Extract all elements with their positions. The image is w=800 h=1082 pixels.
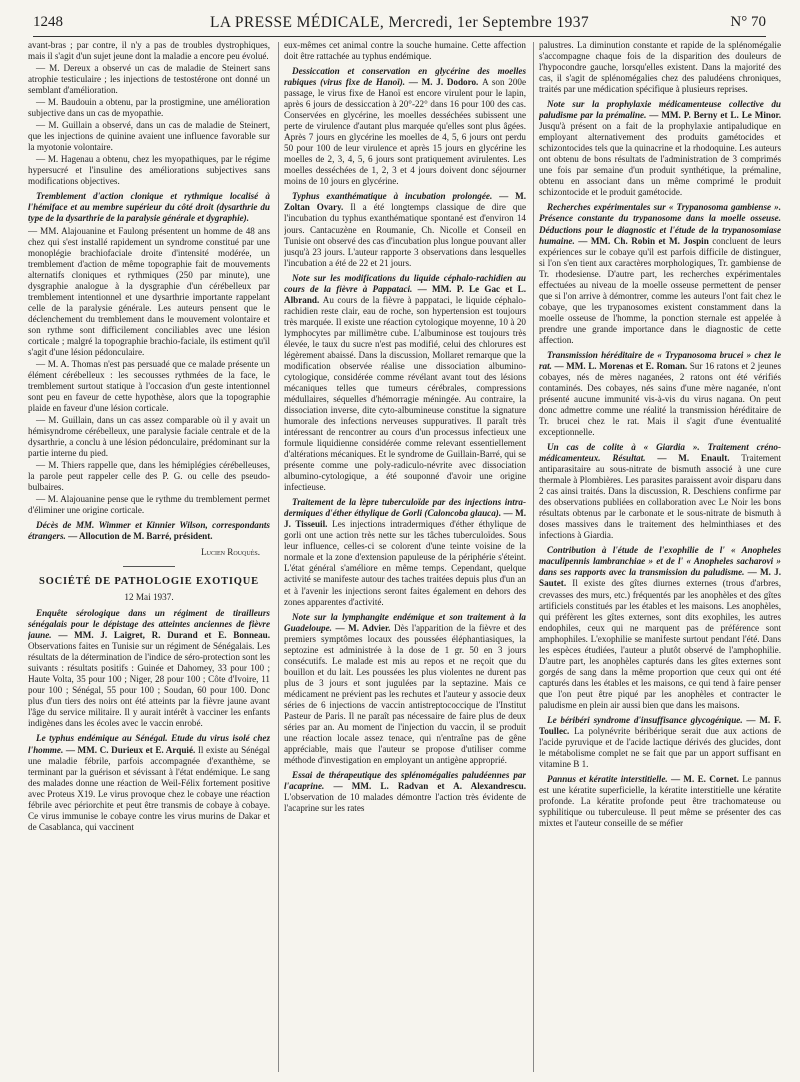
column-3 [539,40,781,1076]
article-title: Pannus et kératite interstitielle. — M. E. Cornet. Le pannus est une kératite superficielle, la kératite interstitielle une kératite profonde. La kératite profonde peut être trachomateuse ou syphilitique ou tuberculeuse. Il peut même se présenter des cas mixtes et l'auteur conseille de se méfier [539,774,781,829]
page-number: 1248 [33,14,63,30]
paragraph: — M. Baudouin a obtenu, par la prostigmine, une amélioration subjective dans un cas de myopathie. [28,97,270,119]
paragraph: — MM. Alajouanine et Faulong présentent un homme de 48 ans chez qui s'est installé rapidement un syndrome constitué par une monoplégie brachiofaciale droite d'intensité modérée, un tremblement d'action de même topographie fait de mouvements alternatifs cloniques et rythmiques (250 par minute), une dysgraphie analogue à la dysgraphie d'un cérébelleux par tremblement intentionnel et une dysarthrie importante rappelant celle de la paralysie générale. Les auteurs pensent que le déclenchement du tremblement dans le mouvement volontaire et son rythme sont difficilement conciliables avec une lésion corticale ; malgré la topographie brachio-faciale, ils estiment qu'il s'agit d'une lésion pédonculaire. [28,225,270,357]
column-1 [28,40,270,1076]
society-heading: SOCIÉTÉ DE PATHOLOGIE EXOTIQUE [39,576,259,588]
paragraph: — M. A. Thomas n'est pas persuadé que ce malade présente un élément cérébelleux : les secousses rythmées de la face, le tremblement surtout statique à l'occasion d'un geste intentionnel sont peu en faveur de cette hypothèse, alors que la topographie plaide en faveur d'une lésion corticale. [28,358,270,413]
session-date: 12 Mai 1937. [124,592,174,603]
article-title: Dessiccation et conservation en glycérine des moelles rabiques (virus fixe de Hanoï). — M. J. Dodoro. A son 200e passage, le virus fixe de Hanoï est encore virulent pour le lapin, après 6 jours de dessiccation à 20°-22° dans 16 pour 100 des cas. Conservées en glycérine, les moelles desséchées subissent une perte de virulence d'autant plus marquée qu'elles sont plus âgées. Après 7 jours en glycérine les moelles de 4, 5, 6 jours ont perdu 50 pour 100 de leur virulence et après 15 jours en glycérine les moelles de 2, 3, 4, 5, 6 jours sont pratiquement avirulentes. Les moelles desséchées de 1, 2, 3 et 4 jours doivent donc séjourner moins de 10 jours en glycérine. [284,66,526,187]
article-title: Note sur la prophylaxie médicamenteuse collective du paludisme par la prémaline. — MM. P. Berny et L. Le Minor. Jusqu'à présent on a fait de la prophylaxie antipaludique en employant alternativement des produits gamétocides et schizontocides tels que la quinacrine et la rhodoquine. Les auteurs ont obtenu de bons résultats de l'administration de 3 comprimés une fois par semaine d'un produit synthétique, la prémaline, obtenu en associant dans un même comprimé le produit schizontocide et le produit gamétocide. [539,99,781,198]
paragraph: — M. Alajouanine pense que le rythme du tremblement permet d'éliminer une origine corticale. [28,494,270,516]
journal-title: LA PRESSE MÉDICALE, Mercredi, 1er Septembre 1937 [209,14,590,31]
issue-number: N° 70 [730,14,766,30]
article-title: Note sur les modifications du liquide céphalo-rachidien au cours de la fièvre à Pappataci. — MM. P. Le Gac et L. Albrand. Au cours de la fièvre à pappataci, le liquide céphalo-rachidien reste clair, eau de roche, son hypertension est toujours très marquée. Il existe une réaction cytologique moyenne, 10 à 20 lymphocytes par millimètre cube. L'albuminose est toujours très élevée, le taux du sucre n'est pas modifié, celui des chlorures est légèrement abaissé. Dans la discussion, Mollaret remarque que la modification observée réalise une dissociation albumino-cytologique, considérée comme révélant avant tout des lésions mécaniques telles que tumeurs cérébrales, compressions médullaires, séquelles d'hémorragie méningée. Au contraire, la dissociation inverse, dite cyto-albumineuse constitue la signature humorale des infections nerveuses suppuratives. Il paraît très intéressant de rencontrer au cours d'un processus infectieux une formule liquidienne considérée comme relevant essentiellement d'altérations mécaniques. Et le syndrome de Guillain-Barré, qui se présente comme une poly-radiculo-névrite avec dissociation albumino-cytologique, a été souponné d'avoir une origine infectieuse. [284,272,526,493]
column-2 [284,40,526,1076]
paragraph: eux-mêmes cet animal contre la souche humaine. Cette affection doit être rattachée au typhus endémique. [284,40,526,62]
article-title: Transmission héréditaire de « Trypanosoma brucei » chez le rat. — MM. L. Morenas et E. Roman. Sur 16 ratons et 2 jeunes cobayes, nés de mères naganées, 2 ratons ont été vérifiés contaminés. Des cobayes, nés sains d'une mère naganée, n'ont présenté aucune immunité vis-à-vis du virus nagana. On peut donc admettre comme une réalité la transmission héréditaire de Tr. brucei chez le rat. Mais il s'agit d'une éventualité exceptionnelle. [539,349,781,438]
article-title: Le béribéri syndrome d'insuffisance glycogénique. — M. F. Toullec. La polynévrite béribérique serait due aux actions de l'acide pyruvique et de l'acide lactique dérivés des glucides, dont le métabolisme complet ne se fait que par un apport suffisant en vitamine B 1. [539,714,781,769]
article-title: Tremblement d'action clonique et rythmique localisé à l'hémiface et au membre supérieur du côté droit (dysarthrie du type de la dysarthrie de la paralysie générale et dygraphie). [28,191,270,224]
paragraph: — M. Hagenau a obtenu, chez les myopathiques, par le régime hypersucré et l'insuline des améliorations subjectives sans modifications objectives. [28,154,270,187]
article-title: Recherches expérimentales sur « Trypanosoma gambiense ». Présence constante du trypanosome dans la moelle osseuse. Déductions pour le diagnostic et l'étude de la trypanosomiase humaine. — MM. Ch. Robin et M. Jospin concluent de leurs expériences sur le cobaye qu'il est parfois difficile de distinguer, si l'on s'en tient aux caractères morphologiques, Tr. gambiense de Tr. rhodesiense. D'autre part, les recherches expérimentales effectuées au niveau de la moelle osseuse permettent de penser que si l'on arrive à démontrer, comme les auteurs l'ont fait chez le cobaye, que les trypanosomes existent constamment dans la moelle osseuse de l'homme, la ponction sternale est appelée à prendre une grande importance dans le diagnostic de cette affection. [539,202,781,345]
paragraph: — M. Dereux a observé un cas de maladie de Steinert sans atrophie testiculaire ; les injections de testostérone ont donné un semblant d'amélioration. [28,63,270,96]
article-title: Contribution à l'étude de l'exophilie de l' « Anopheles maculipennis lambranchiae » et de l' « Anopheles sacharovi » dans ses rapports avec la transmission du paludisme. — M. J. Sautet. Il existe des gîtes diurnes externes (trous d'arbres, crevasses des murs, etc.) fréquentés par les anophèles et des gîtes artificiels constitués par les étables et les maisons. Les anophèles, qui préfèrent les gîtes externes, sont dits exophiles, les autres endophiles, ceux qui ne marquent pas de préférence sont amphophiles. L'exophilie se manifeste surtout pendant l'été. Dans les espèces étudiées, l'auteur a plutôt observé de l'amphophilie. D'autre part, les anophèles capturés dans les gîtes externes sont gorgés de sang dans la même proportion que ceux qui ont été capturés dans les étables et les maisons, ce qui tend à faire penser que l'on peut être piqué par les anophèles et contracter le paludisme en plein air aussi bien que dans les maisons. [539,545,781,710]
article-title: Enquête sérologique dans un régiment de tirailleurs sénégalais pour le dépistage des atteintes anciennes de fièvre jaune. — MM. J. Laigret, R. Durand et E. Bonneau. Observations faites en Tunisie sur un régiment de Sénégalais. Les résultats de la détermination de l'indice de séro-protection sont les suivants : résultats positifs : Guinée et Dahomey, 33 pour 100 ; Haute Volta, 35 pour 100 ; Niger, 28 pour 100 ; Côte d'Ivoire, 11 pour 100 ; Sénégal, 55 pour 100 ; Soudan, 60 pour 100. Donc plus d'un tiers des noirs ont été atteints par la fièvre jaune avant l'âge du service militaire. Il y aurait intérêt à vacciner les enfants indigènes dans les écoles avec le vaccin enrobé. [28,608,270,729]
article-title: Traitement de la lèpre tuberculoïde par des injections intra-dermiques d'éther éthylique de Gorli (Caloncoba glauca). — M. J. Tisseuil. Les injections intradermiques d'éther éthylique de gorli ont une action très nette sur les tâches tuberculoïdes. Sous leur influence, celles-ci se colorent d'une teinte voisine de la normale et la zone d'extension papuleuse de la périphérie s'éteint. L'état général s'améliore en même temps. Cependant, quelque activité se manifeste autour des taches traitées depuis plus d'un an et à l'avenir les injections seront faites également en dehors des zones apparentes d'activité. [284,497,526,607]
paragraph: — M. Guillain, dans un cas assez comparable où il y avait un hémisyndrome cérébelleux, une paralysie faciale centrale et de la dysarthrie, a conclu à une lésion pédonculaire, prédominant sur la partie interne du pied. [28,415,270,459]
column-divider [533,42,534,1072]
paragraph: palustres. La diminution constante et rapide de la splénomégalie s'accompagne chaque fois de la disparition des douleurs de l'hypocondre gauche, lorsqu'elles existent. Dans la majorité des cas, il s'agit de splénomégalies chez des paludéens chroniques, traités par une médication spécifique à plusieurs reprises. [539,40,781,95]
article-title: Essai de thérapeutique des splénomégalies paludéennes par l'acaprine. — MM. L. Radvan et A. Alexandrescu. L'observation de 10 malades démontre l'action très évidente de l'acaprine sur les rates [284,770,526,814]
section-separator [123,566,175,567]
article-title: Typhus exanthématique à incubation prolongée. — M. Zoltan Ovary. Il a été longtemps classique de dire que l'incubation du typhus exanthématique spontané est d'environ 14 jours. Cantacuzène en Roumanie, Ch. Nicolle et Conseil en Tunisie ont observé des cas d'incubation plus longue pouvant aller jusqu'à 23 jours. L'auteur rapporte 3 observations dans lesquelles l'incubation a été de 22 et 21 jours. [284,191,526,268]
signature: Lucien Rouquès. [201,547,260,558]
article-title: Un cas de colite à « Giardia ». Traitement créno-médicamenteux. Résultat. — M. Enault. Traitement antiparasitaire au sous-nitrate de bismuth associé à une cure thermale à Plombières. Les parasites paraissent avoir disparu dans 2 cas ainsi traités. Dans la discussion, R. Deschiens confirme par des observations publiées en collaboration avec Le Noir les bons résultats obtenus par le carbonate et le sous-nitrate de bismuth à doses massives dans le traitement des helminthiases et des infections à Giardia. [539,442,781,541]
header-rule [33,36,766,37]
column-divider [278,42,279,1072]
page-header [33,14,766,38]
article-title: Décès de MM. Wimmer et Kinnier Wilson, correspondants étrangers. — Allocution de M. Barré, président. [28,520,270,542]
article-title: Note sur la lymphangite endémique et son traitement à la Guadeloupe. — M. Advier. Dès l'apparition de la fièvre et des premiers symptômes locaux des poussées éléphantiasiques, la septozine est administrée à la dose de 1 gr. 50 en 3 jours consécutifs. Le malade est mis au repos et ne reçoit que du bouillon et du lait. Les poussées les plus violentes ne durent pas plus de 3 jours et sont jugulées par la septazine. Mais ce médicament ne prévient pas les rechutes et l'auteur y associe deux séries de 6 injections de vaccin antistreptococcique de l'Institut Pasteur de Paris. Il ne paraît pas nécessaire de faire plus de deux séries par an. Au moment de l'injection du vaccin, il se produit une réaction locale assez tenace, qui n'entraîne pas de gêne appréciable, mais que l'auteur se propose d'utiliser comme méthode d'investigation en employant un antigène approprié. [284,611,526,765]
article-title: Le typhus endémique au Sénégal. Etude du virus isolé chez l'homme. — MM. C. Durieux et E. Arquié. Il existe au Sénégal une maladie fébrile, parfois accompagnée d'exanthème, se terminant par la guérison et sévissant à l'état endémique. Le sang des malades donne une réaction de Weil-Félix fortement positive avec Proteus X19. Le virus provoque chez le cobaye une réaction fébrile avec périorchite et peut être transmis de cobaye à cobaye. Ce virus immunise le cobaye contre les virus murins de Dakar et de Casablanca, qui vaccinent [28,733,270,832]
paragraph: — M. Guillain a observé, dans un cas de maladie de Steinert, que les injections de quinine avaient une influence favorable sur la myotonie volontaire. [28,120,270,153]
paragraph: avant-bras ; par contre, il n'y a pas de troubles dystrophiques, mais il s'agit d'un sujet jeune dont la maladie a encore peu évolué. [28,40,270,62]
paragraph: — M. Thiers rappelle que, dans les hémiplégies cérébelleuses, la parole peut rappeler celle des P. G. ou celle des pseudo-bulbaires. [28,460,270,493]
